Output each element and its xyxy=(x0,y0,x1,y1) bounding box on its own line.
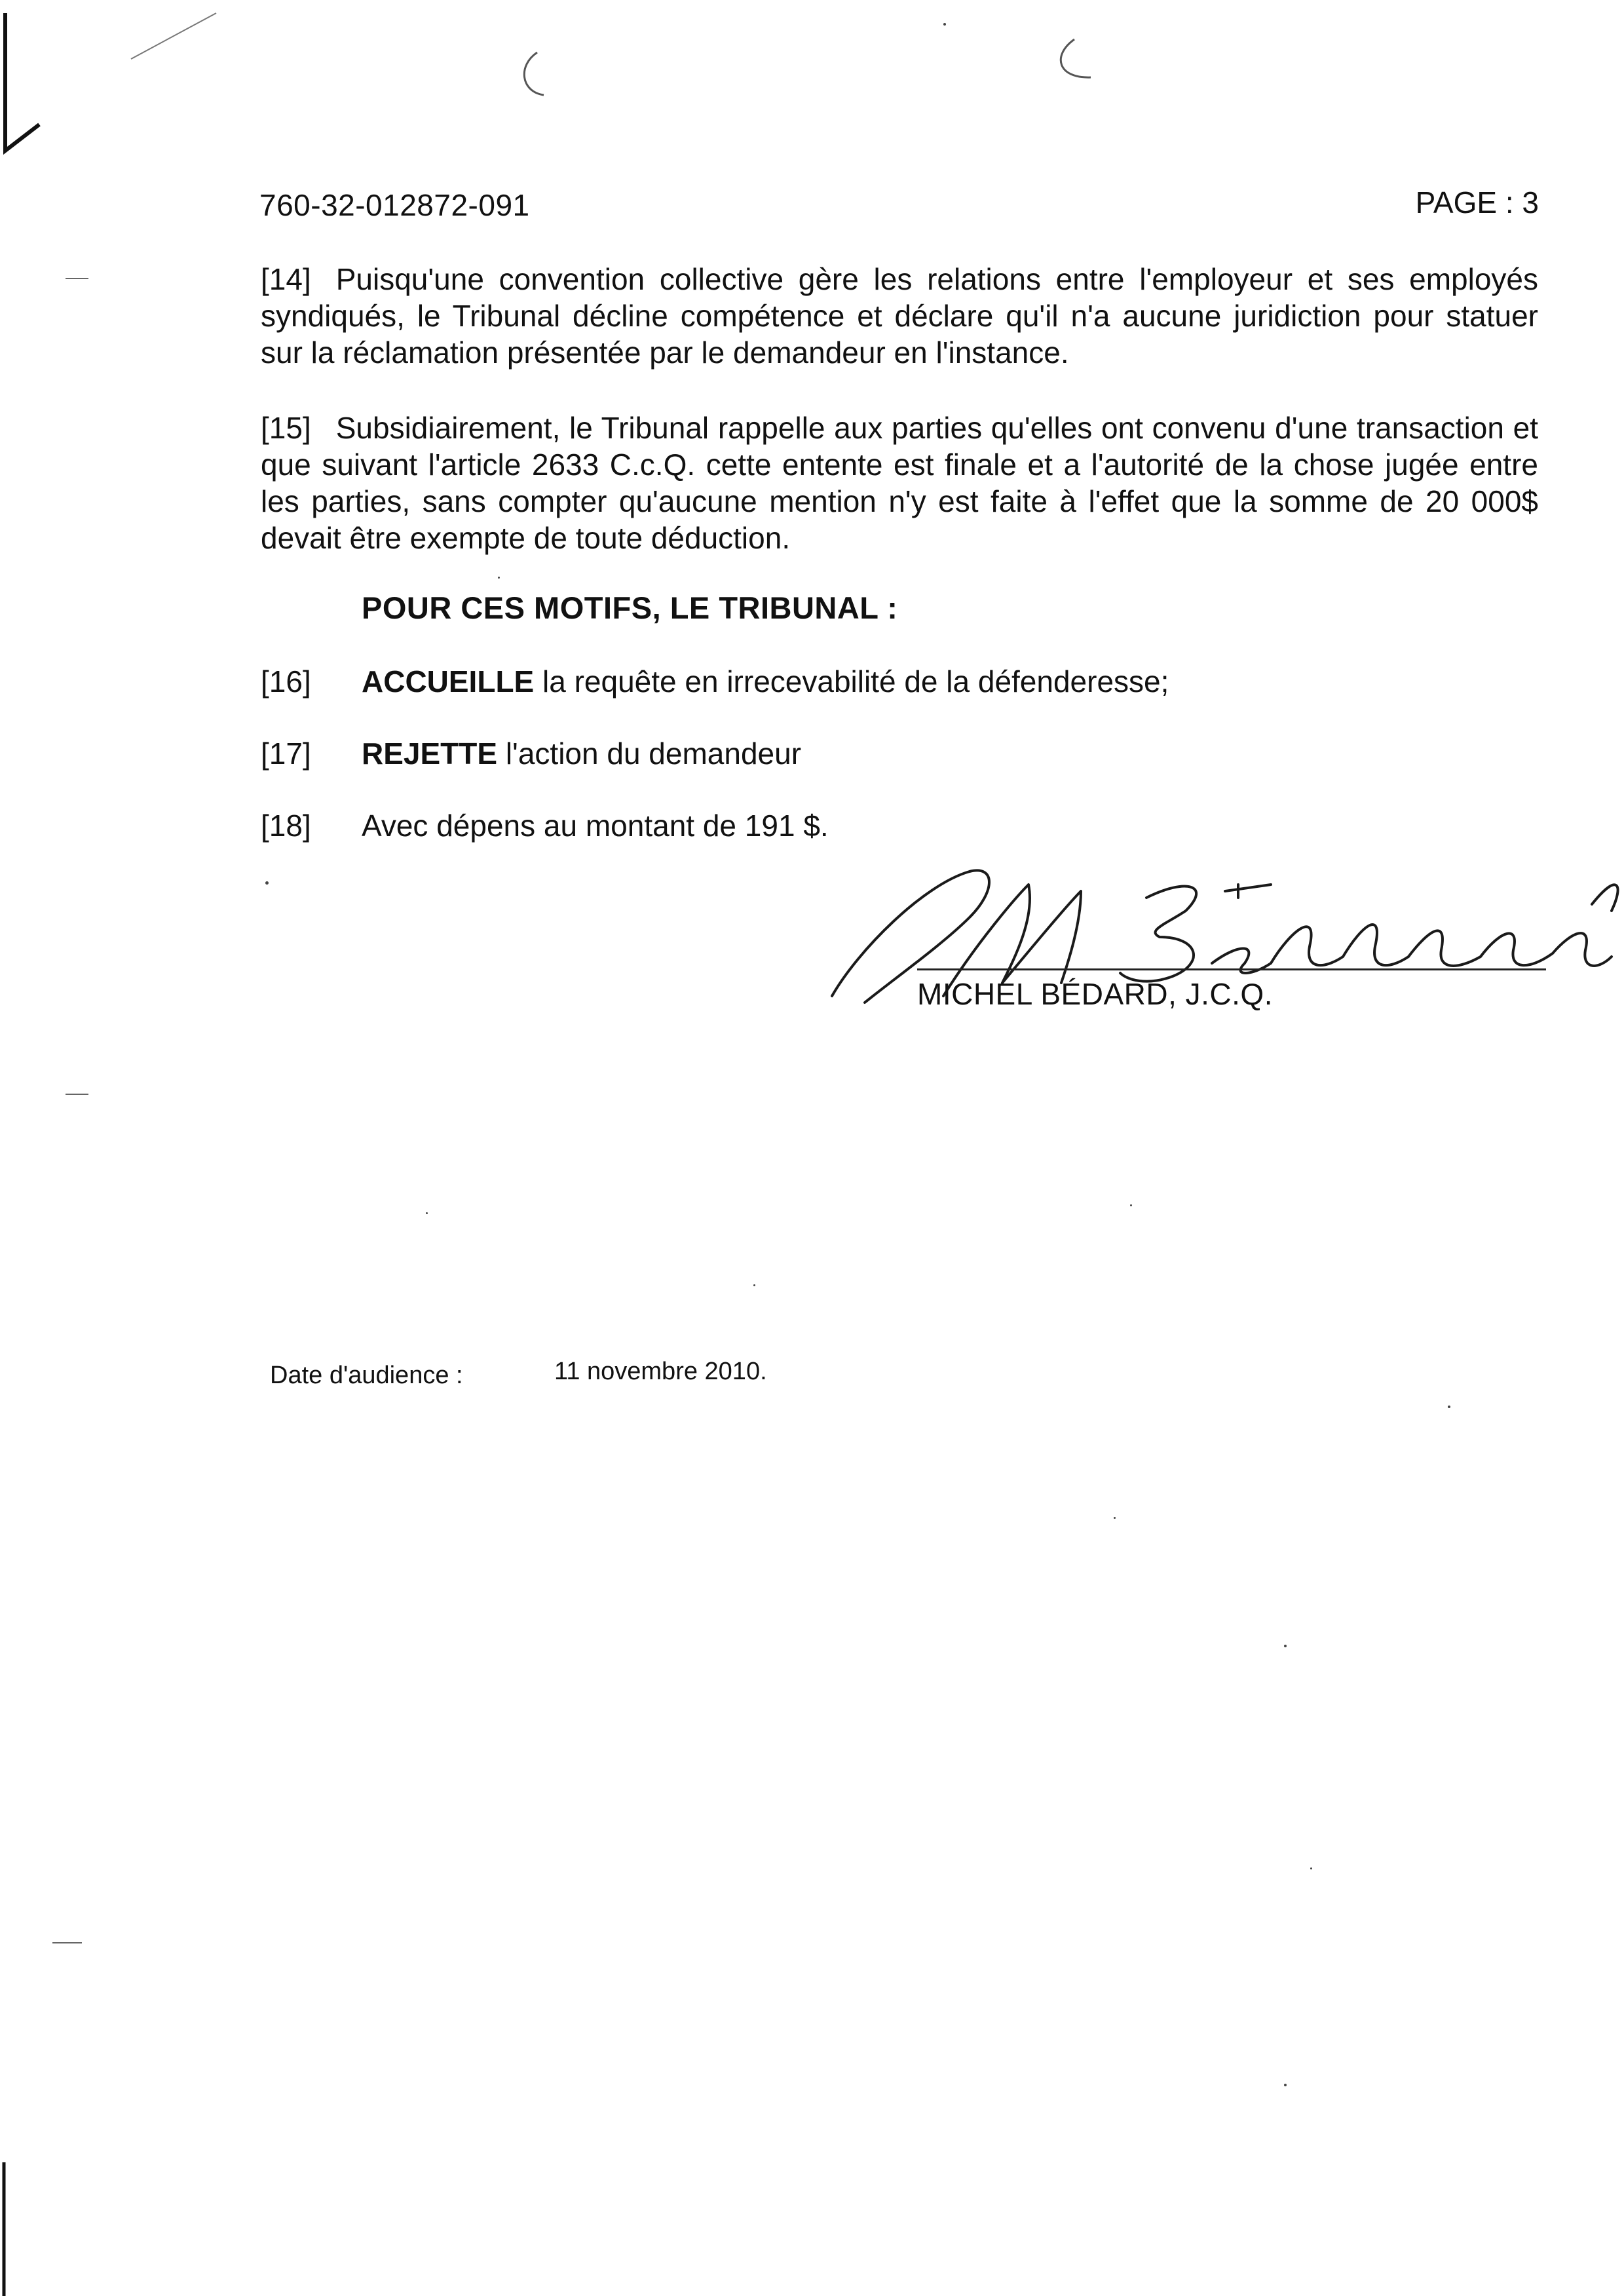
ruling-verb: REJETTE xyxy=(362,737,498,771)
hearing-date-value: 11 novembre 2010. xyxy=(554,1358,767,1385)
ruling-number: [17] xyxy=(261,737,311,771)
ruling-16 xyxy=(261,663,1169,700)
motifs-heading: POUR CES MOTIFS, LE TRIBUNAL : xyxy=(362,590,898,625)
ruling-verb: ACCUEILLE xyxy=(362,664,535,698)
ruling-number: [16] xyxy=(261,664,311,698)
ruling-18 xyxy=(261,807,829,844)
ruling-text: la requête en irrecevabilité de la défenderesse; xyxy=(534,664,1169,698)
paragraph-number: [15] xyxy=(261,411,311,445)
ruling-number: [18] xyxy=(261,809,311,843)
ruling-17 xyxy=(261,735,801,772)
case-number: 760-32-012872-091 xyxy=(259,188,530,222)
hearing-date-label: Date d'audience : xyxy=(270,1362,463,1389)
judge-name: MICHEL BÉDARD, J.C.Q. xyxy=(917,977,1273,1011)
page-label: PAGE : 3 xyxy=(1415,185,1539,220)
paragraph-text: Puisqu'une convention collective gère les relations entre l'employeur et ses employés syndiqués, le Tribunal décline compétence et déclare qu'il n'a aucune juridiction pour statuer sur la réclamation présentée par le demandeur en l'instance. xyxy=(261,262,1538,370)
paragraph-15 xyxy=(261,410,1538,556)
paragraph-text: Subsidiairement, le Tribunal rappelle aux parties qu'elles ont convenu d'une transaction et que suivant l'article 2633 C.c.Q. cette entente est finale et a l'autorité de la chose jugée entre les parties, sans compter qu'aucune mention n'y est faite à l'effet que la somme de 20 000$ devait être exempte de toute déduction. xyxy=(261,411,1538,555)
paragraph-14 xyxy=(261,261,1538,371)
paragraph-number: [14] xyxy=(261,262,311,296)
ruling-text: l'action du demandeur xyxy=(497,737,802,771)
ruling-text: Avec dépens au montant de 191 $. xyxy=(362,809,829,843)
signature-line xyxy=(917,968,1546,970)
